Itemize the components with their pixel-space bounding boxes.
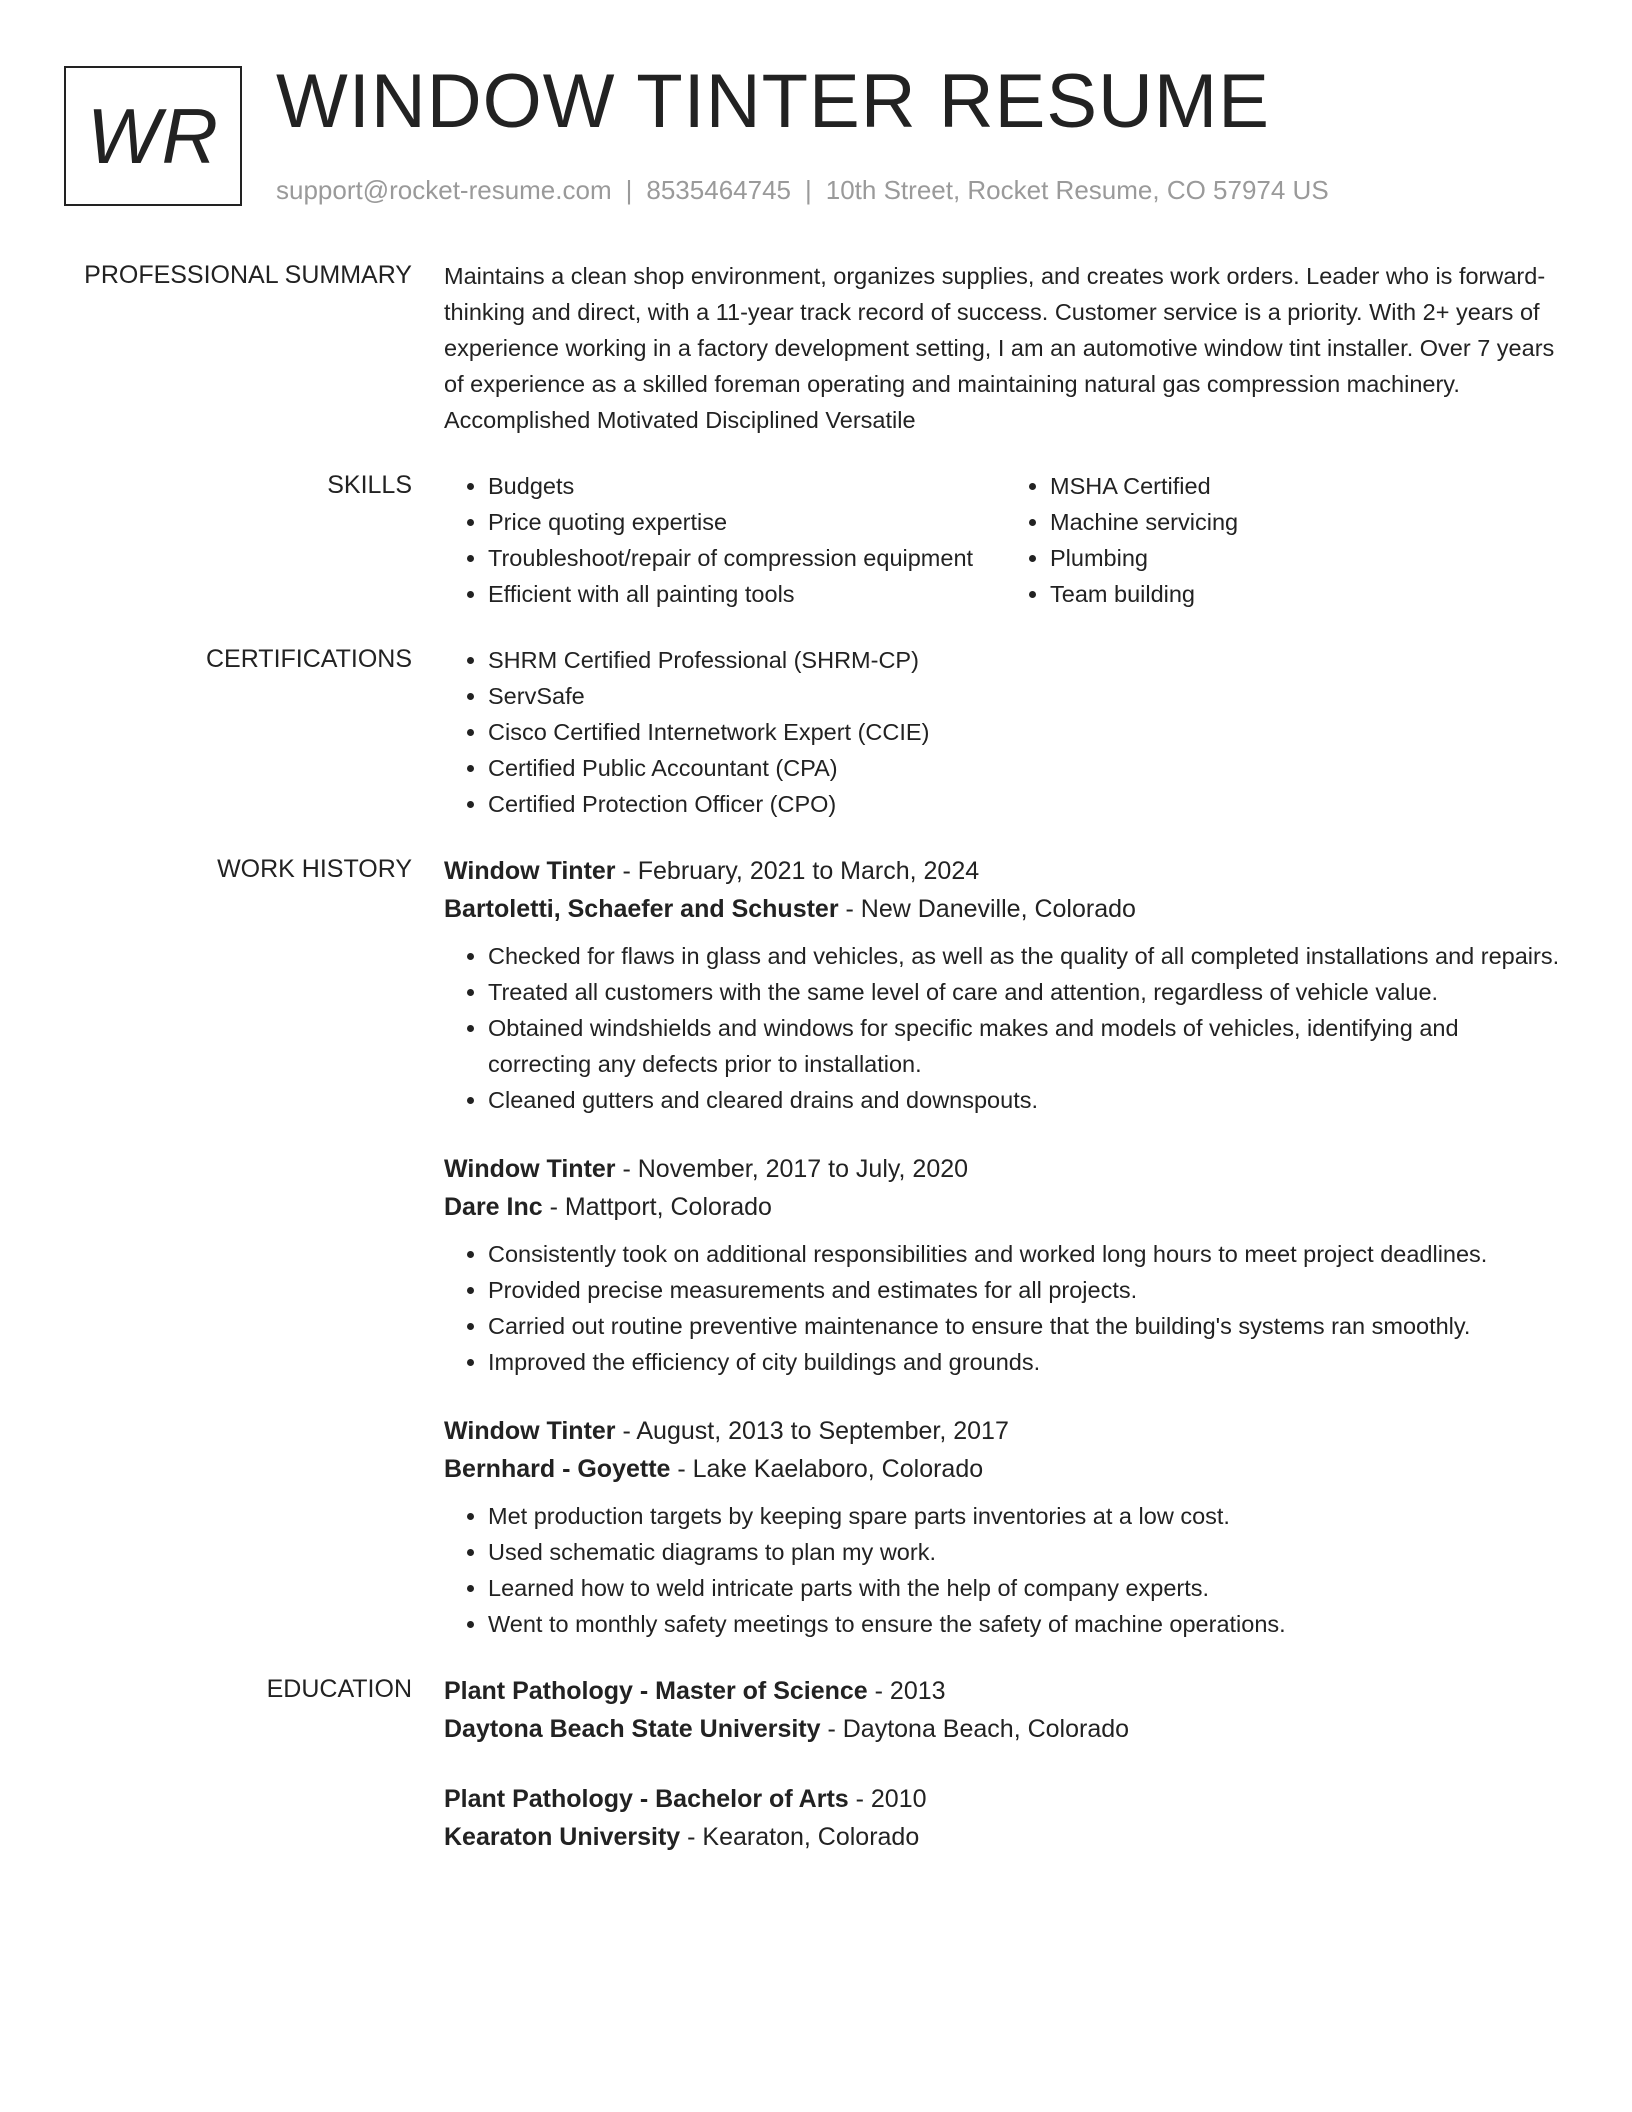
job-dates: - August, 2013 to September, 2017 <box>615 1417 1009 1445</box>
job-bullet: • Provided precise measurements and estimates for all projects. <box>488 1272 1568 1308</box>
monogram-logo: WR <box>64 66 242 206</box>
job-bullet: • Improved the efficiency of city buildings and grounds. <box>488 1344 1568 1380</box>
job-title: Window Tinter <box>444 1155 616 1183</box>
job-location: - Lake Kaelaboro, Colorado <box>670 1455 984 1483</box>
skills-section <box>0 468 1632 612</box>
skill-item: • MSHA Certified <box>1050 468 1568 504</box>
job-company-line <box>444 890 1568 928</box>
job-company-line <box>444 1450 1568 1488</box>
skills-content <box>444 468 1568 612</box>
contact-address: 10th Street, Rocket Resume, CO 57974 US <box>825 175 1329 205</box>
job-bullet: • Checked for flaws in glass and vehicles, as well as the quality of all completed installations and repairs. <box>488 938 1568 974</box>
job-bullets <box>444 938 1568 1118</box>
job-bullets <box>444 1236 1568 1380</box>
resume-body <box>0 258 1632 1886</box>
job-bullet: • Used schematic diagrams to plan my work. <box>488 1534 1568 1570</box>
skill-item: • Efficient with all painting tools <box>488 576 1006 612</box>
job-title-line <box>444 1412 1568 1450</box>
school: Daytona Beach State University <box>444 1715 821 1743</box>
summary-section <box>0 258 1632 438</box>
school: Kearaton University <box>444 1823 681 1851</box>
school-location: - Kearaton, Colorado <box>680 1823 920 1851</box>
skill-item: • Team building <box>1050 576 1568 612</box>
contact-email[interactable]: support@rocket-resume.com <box>276 175 612 205</box>
skill-item: • Price quoting expertise <box>488 504 1006 540</box>
skills-column-1 <box>444 468 1006 612</box>
section-heading-work-history: WORK HISTORY <box>217 855 412 883</box>
degree-line <box>444 1672 1568 1710</box>
skill-item: • Machine servicing <box>1050 504 1568 540</box>
section-heading-summary: PROFESSIONAL SUMMARY <box>84 261 412 289</box>
job-location: - New Daneville, Colorado <box>838 895 1136 923</box>
job-title-line <box>444 1150 1568 1188</box>
job-bullet: • Learned how to weld intricate parts with the help of company experts. <box>488 1570 1568 1606</box>
job-company-line <box>444 1188 1568 1226</box>
certification-item: • Certified Protection Officer (CPO) <box>488 786 1568 822</box>
certifications-section <box>0 642 1632 822</box>
job-title: Window Tinter <box>444 857 616 885</box>
degree-year: - 2013 <box>867 1677 946 1705</box>
education-entry <box>444 1780 1568 1856</box>
job-dates: - February, 2021 to March, 2024 <box>615 857 980 885</box>
degree: Plant Pathology - Master of Science <box>444 1677 868 1705</box>
contact-phone[interactable]: 8535464745 <box>646 175 791 205</box>
job-company: Bernhard - Goyette <box>444 1455 671 1483</box>
job-entry <box>444 1412 1568 1642</box>
job-title: Window Tinter <box>444 1417 616 1445</box>
section-heading-certifications: CERTIFICATIONS <box>205 645 412 673</box>
certification-item: • Certified Public Accountant (CPA) <box>488 750 1568 786</box>
summary-text: Maintains a clean shop environment, organizes supplies, and creates work orders. Leader who is forward-thinking and direct, with a 11-year track record of success. Customer service is a priority. With 2+ years of experience working in a factory development setting, I am an automotive window tint installer. Over 7 years of experience as a skilled foreman operating and maintaining natural gas compression machinery. Accomplished Motivated Disciplined Versatile <box>444 263 1555 433</box>
job-bullet: • Treated all customers with the same level of care and attention, regardless of vehicle value. <box>488 974 1568 1010</box>
school-line <box>444 1710 1568 1748</box>
work-history-section <box>0 852 1632 1642</box>
job-bullet: • Consistently took on additional responsibilities and worked long hours to meet project deadlines. <box>488 1236 1568 1272</box>
education-content <box>444 1672 1568 1856</box>
work-history-content <box>444 852 1568 1642</box>
school-line <box>444 1818 1568 1856</box>
certifications-content <box>444 642 1568 822</box>
skills-column-2 <box>1006 468 1568 612</box>
certification-item: • ServSafe <box>488 678 1568 714</box>
job-bullet: • Obtained windshields and windows for specific makes and models of vehicles, identifying and correcting any defects prior to installation. <box>488 1010 1568 1082</box>
job-company: Dare Inc <box>444 1193 543 1221</box>
education-entry <box>444 1672 1568 1748</box>
job-bullet: • Cleaned gutters and cleared drains and downspouts. <box>488 1082 1568 1118</box>
school-location: - Daytona Beach, Colorado <box>820 1715 1130 1743</box>
skill-item: • Plumbing <box>1050 540 1568 576</box>
resume-title: WINDOW TINTER RESUME <box>276 59 1270 144</box>
section-heading-education: EDUCATION <box>266 1675 412 1703</box>
job-entry <box>444 852 1568 1118</box>
job-location: - Mattport, Colorado <box>542 1193 772 1221</box>
education-section <box>0 1672 1632 1856</box>
skill-item: • Budgets <box>488 468 1006 504</box>
summary-content <box>444 258 1568 438</box>
certification-item: • SHRM Certified Professional (SHRM-CP) <box>488 642 1568 678</box>
job-bullet: • Carried out routine preventive maintenance to ensure that the building's systems ran smoothly. <box>488 1308 1568 1344</box>
job-entry <box>444 1150 1568 1380</box>
skill-item: • Troubleshoot/repair of compression equipment <box>488 540 1006 576</box>
certification-item: • Cisco Certified Internetwork Expert (CCIE) <box>488 714 1568 750</box>
job-bullet: • Went to monthly safety meetings to ensure the safety of machine operations. <box>488 1606 1568 1642</box>
certifications-list <box>444 642 1568 822</box>
contact-separator: | <box>625 175 633 205</box>
job-bullets <box>444 1498 1568 1642</box>
degree-year: - 2010 <box>848 1785 927 1813</box>
job-title-line <box>444 852 1568 890</box>
job-bullet: • Met production targets by keeping spare parts inventories at a low cost. <box>488 1498 1568 1534</box>
contact-line <box>276 174 1329 206</box>
job-dates: - November, 2017 to July, 2020 <box>615 1155 969 1183</box>
job-company: Bartoletti, Schaefer and Schuster <box>444 895 839 923</box>
contact-separator: | <box>805 175 812 205</box>
section-heading-skills: SKILLS <box>327 471 412 499</box>
degree-line <box>444 1780 1568 1818</box>
degree: Plant Pathology - Bachelor of Arts <box>444 1785 849 1813</box>
